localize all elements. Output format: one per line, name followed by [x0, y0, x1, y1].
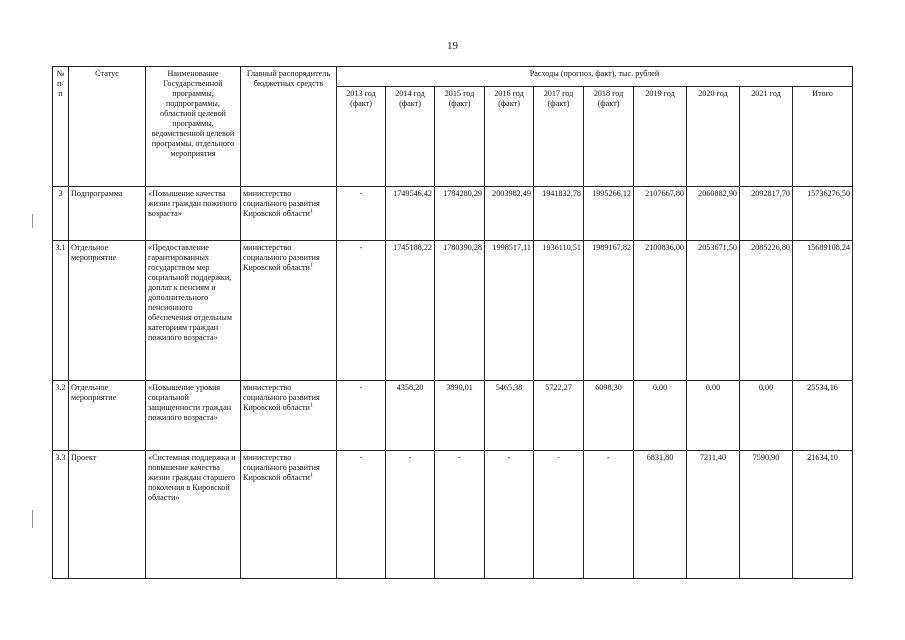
row-num: 3.2 [53, 381, 69, 451]
value-cell: 2092817,70 [740, 187, 793, 241]
header-year: 2018 год (факт) [584, 87, 634, 187]
value-cell: - [337, 241, 386, 381]
value-cell: 1936110,51 [534, 241, 584, 381]
administrator-text: министерство социального развития Кировской области [243, 243, 320, 272]
table-row [53, 241, 853, 381]
value-cell: - [584, 451, 634, 579]
row-num: 3.1 [53, 241, 69, 381]
total-cell: 15689108,24 [793, 241, 853, 381]
value-cell: 2060882,90 [687, 187, 740, 241]
row-num: 3.3 [53, 451, 69, 579]
header-year: 2021 год [740, 87, 793, 187]
header-row [53, 67, 853, 87]
row-administrator [241, 241, 337, 381]
row-administrator [241, 451, 337, 579]
header-num: № п/п [53, 67, 69, 187]
header-year: 2013 год (факт) [337, 87, 386, 187]
administrator-text: министерство социального развития Кировской области [243, 453, 320, 482]
header-administrator: Главный распорядитель бюджетных средств [241, 67, 337, 187]
header-status: Статус [69, 67, 146, 187]
value-cell: 2107667,80 [634, 187, 687, 241]
header-total: Итого [793, 87, 853, 187]
value-cell: 6831,80 [634, 451, 687, 579]
value-cell: 6098,30 [584, 381, 634, 451]
value-cell: - [337, 381, 386, 451]
value-cell: 2100836,00 [634, 241, 687, 381]
margin-mark [32, 214, 33, 228]
footnote-mark: 1 [309, 402, 313, 409]
table-row [53, 451, 853, 579]
header-year: 2016 год (факт) [485, 87, 534, 187]
administrator-text: министерство социального развития Кировской области [243, 189, 320, 218]
footnote-mark: 1 [309, 262, 313, 269]
header-year: 2019 год [634, 87, 687, 187]
value-cell: 1749546,42 [386, 187, 435, 241]
header-year: 2017 год (факт) [534, 87, 584, 187]
value-cell: - [435, 451, 485, 579]
value-cell: - [337, 451, 386, 579]
row-administrator [241, 381, 337, 451]
value-cell: 2003982,49 [485, 187, 534, 241]
row-status: Проект [69, 451, 146, 579]
row-name: «Предоставление гарантированных государством мер социальной поддержки, доплат к пенсиям и дополнительного пенсионного обеспечения отдельным категориям граждан пожилого возраста» [146, 241, 241, 381]
value-cell: 5465,38 [485, 381, 534, 451]
administrator-text: министерство социального развития Кировской области [243, 383, 320, 412]
value-cell: - [485, 451, 534, 579]
value-cell: 1941832,78 [534, 187, 584, 241]
header-year: 2020 год [687, 87, 740, 187]
value-cell: - [386, 451, 435, 579]
total-cell: 21634,10 [793, 451, 853, 579]
value-cell: 2085226,80 [740, 241, 793, 381]
value-cell: 0,00 [687, 381, 740, 451]
value-cell: 1995266,12 [584, 187, 634, 241]
row-name: «Системная поддержка и повышение качества жизни граждан старшего поколения в Кировской области» [146, 451, 241, 579]
row-status: Отдельное мероприятие [69, 381, 146, 451]
row-status: Подпрограмма [69, 187, 146, 241]
value-cell: 1745188,22 [386, 241, 435, 381]
total-cell: 15736276,50 [793, 187, 853, 241]
footnote-mark: 1 [309, 208, 313, 215]
table-row [53, 381, 853, 451]
value-cell: - [534, 451, 584, 579]
header-expenses-group: Расходы (прогноз, факт), тыс. рублей [337, 67, 853, 87]
value-cell: 0,00 [740, 381, 793, 451]
header-year: 2015 год (факт) [435, 87, 485, 187]
value-cell: 7211,40 [687, 451, 740, 579]
page-number: 19 [447, 40, 458, 52]
value-cell: 5722,27 [534, 381, 584, 451]
table-row [53, 187, 853, 241]
row-status: Отдельное мероприятие [69, 241, 146, 381]
value-cell: 2053671,50 [687, 241, 740, 381]
margin-mark [32, 510, 33, 528]
row-administrator [241, 187, 337, 241]
row-name: «Повышение качества жизни граждан пожилого возраста» [146, 187, 241, 241]
value-cell: 7590,90 [740, 451, 793, 579]
total-cell: 25534,16 [793, 381, 853, 451]
row-num: 3 [53, 187, 69, 241]
value-cell: 4358,20 [386, 381, 435, 451]
expenses-table [52, 66, 853, 579]
value-cell: 1780390,28 [435, 241, 485, 381]
value-cell: 1989167,82 [584, 241, 634, 381]
value-cell: 1998517,11 [485, 241, 534, 381]
footnote-mark: 1 [309, 472, 313, 479]
header-name: Наименование Государственной программы, подпрограммы, областной целевой программы, ведомственной целевой программы, отдельного мероприятия [146, 67, 241, 187]
value-cell: 3890,01 [435, 381, 485, 451]
value-cell: - [337, 187, 386, 241]
header-year: 2014 год (факт) [386, 87, 435, 187]
value-cell: 1784280,29 [435, 187, 485, 241]
value-cell: 0,00 [634, 381, 687, 451]
row-name: «Повышение уровня социальной защищенности граждан пожилого возраста» [146, 381, 241, 451]
